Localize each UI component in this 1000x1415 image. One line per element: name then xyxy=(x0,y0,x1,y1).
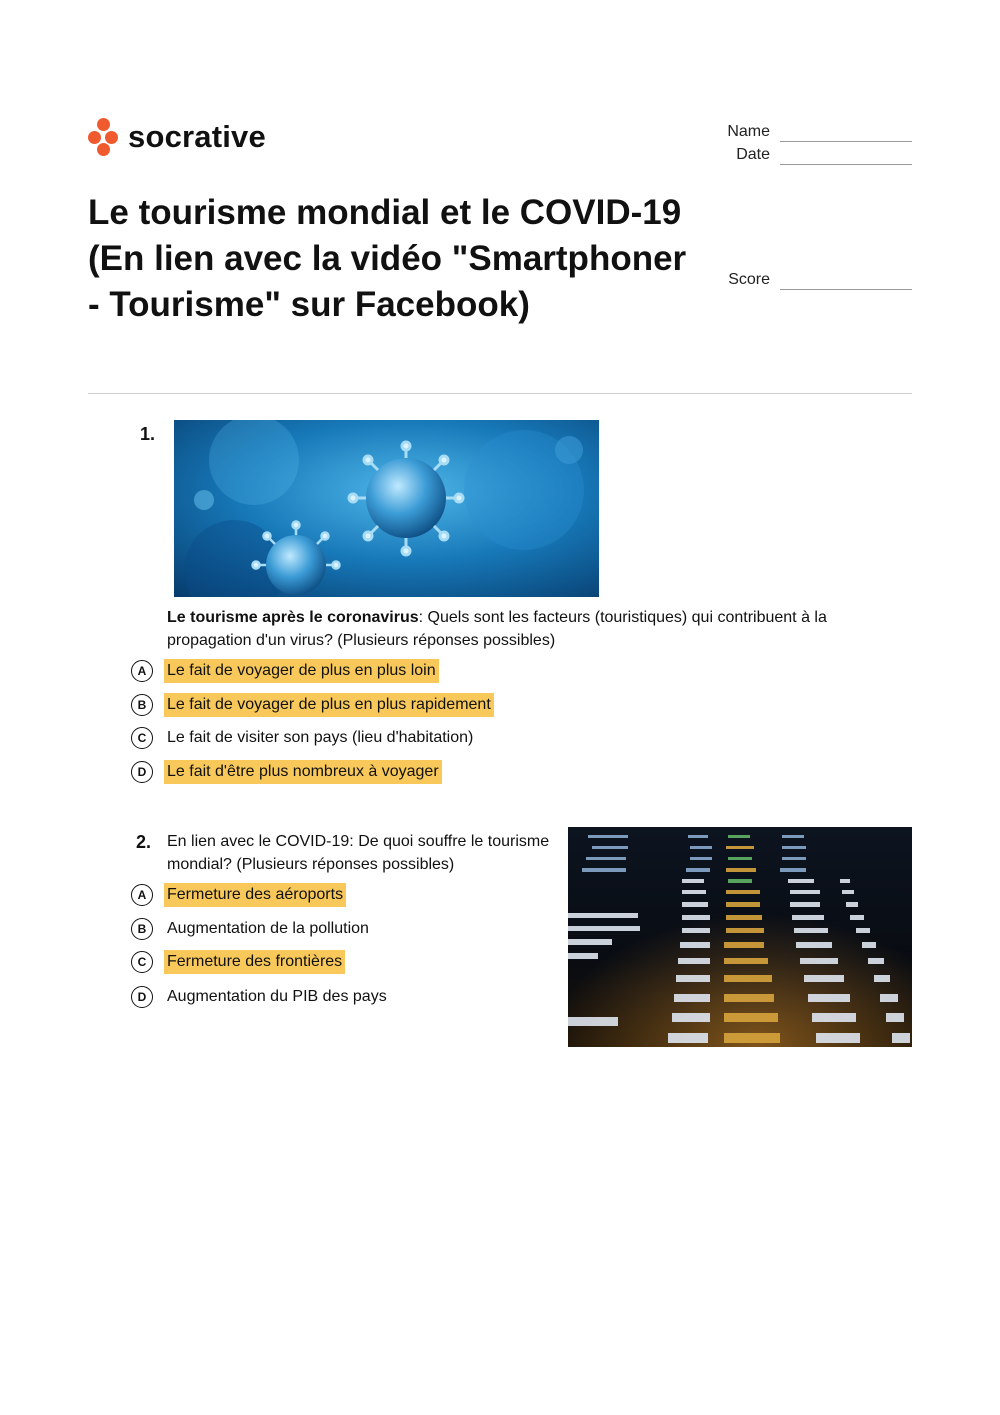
coronavirus-image xyxy=(174,420,599,597)
question-2-option-b[interactable] xyxy=(131,916,372,942)
question-2-option-a[interactable] xyxy=(131,882,346,908)
logo-wordmark: socrative xyxy=(128,119,266,154)
name-line xyxy=(780,141,912,142)
date-line xyxy=(780,164,912,165)
option-text: Augmentation du PIB des pays xyxy=(167,988,387,1005)
option-letter-badge: D xyxy=(131,761,153,783)
name-label: Name xyxy=(727,123,770,140)
question-1-option-a[interactable] xyxy=(131,658,439,684)
score-label: Score xyxy=(728,271,770,288)
score-line xyxy=(780,289,912,290)
page-title: Le tourisme mondial et le COVID-19 (En lien avec la vidéo "Smartphoner - Tourisme" sur Facebook) xyxy=(88,193,687,324)
option-text: Fermeture des aéroports xyxy=(164,883,346,907)
question-1-option-b[interactable] xyxy=(131,692,494,718)
question-2-prompt: En lien avec le COVID-19: De quoi souffre le tourisme mondial? (Plusieurs réponses possibles) xyxy=(167,833,550,873)
question-2-option-d[interactable] xyxy=(131,984,390,1010)
name-field xyxy=(700,123,912,143)
socrative-logo-icon xyxy=(88,117,120,157)
question-1-option-d[interactable] xyxy=(131,759,442,785)
option-letter-badge: A xyxy=(131,660,153,682)
option-text: Augmentation de la pollution xyxy=(167,920,369,937)
question-1-number: 1. xyxy=(140,424,156,444)
socrative-logo xyxy=(88,116,266,158)
option-letter-badge: B xyxy=(131,918,153,940)
option-letter-badge: B xyxy=(131,694,153,716)
option-text: Le fait de voyager de plus en plus loin xyxy=(164,659,439,683)
option-letter-badge: C xyxy=(131,727,153,749)
option-text: Le fait de voyager de plus en plus rapidement xyxy=(164,693,494,717)
option-letter-badge: C xyxy=(131,951,153,973)
question-2-option-c[interactable] xyxy=(131,949,345,975)
option-text: Le fait de visiter son pays (lieu d'habitation) xyxy=(167,729,474,746)
option-letter-badge: A xyxy=(131,884,153,906)
date-label: Date xyxy=(736,146,770,163)
option-text: Le fait d'être plus nombreux à voyager xyxy=(164,760,442,784)
question-1-prompt-rest: : Quels sont les facteurs (touristiques) qui contribuent à la propagation d'un virus? (Plusieurs réponses possibles) xyxy=(167,609,827,649)
date-field xyxy=(700,146,912,166)
question-1-prompt xyxy=(167,606,897,652)
header-divider xyxy=(88,393,912,394)
option-text: Fermeture des frontières xyxy=(164,950,345,974)
score-field xyxy=(700,271,912,291)
option-letter-badge: D xyxy=(131,986,153,1008)
question-1-prompt-bold: Le tourisme après le coronavirus xyxy=(167,609,419,626)
departures-board-image xyxy=(568,827,912,1047)
question-1-option-c[interactable] xyxy=(131,725,476,751)
question-2-number: 2. xyxy=(136,832,152,852)
